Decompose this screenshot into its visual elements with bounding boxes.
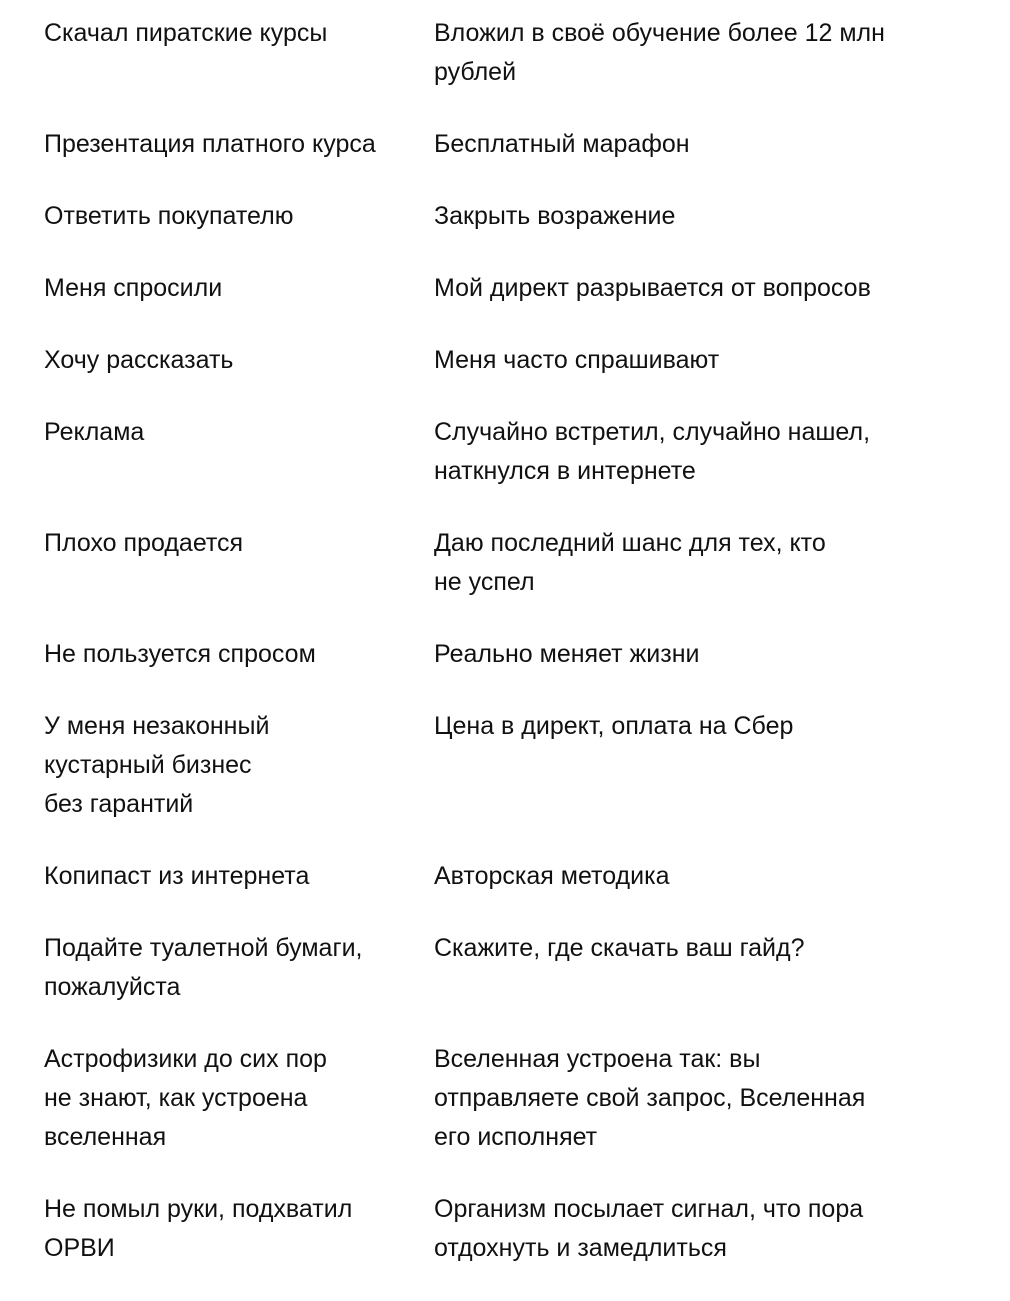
left-phrase: Скачал пиратские курсы: [44, 19, 328, 47]
right-phrase: Цена в директ, оплата на Сбер: [434, 712, 794, 740]
left-phrase: Хочу рассказать: [44, 346, 234, 374]
table-row: [44, 341, 984, 380]
right-phrase: Вложил в своё обучение более 12 млн рублей: [434, 19, 885, 86]
left-phrase: Ответить покупателю: [44, 202, 294, 230]
left-phrase: Не пользуется спросом: [44, 640, 316, 668]
left-phrase: Подайте туалетной бумаги, пожалуйста: [44, 934, 363, 1001]
right-phrase: Авторская методика: [434, 862, 670, 890]
table-row: [44, 197, 984, 236]
right-phrase: Меня часто спрашивают: [434, 346, 720, 374]
table-row: [44, 707, 984, 824]
left-phrase: Астрофизики до сих пор не знают, как устроена вселенная: [44, 1045, 327, 1151]
right-phrase: Мой директ разрывается от вопросов: [434, 274, 871, 302]
right-phrase: Организм посылает сигнал, что пора отдохнуть и замедлиться: [434, 1195, 864, 1262]
table-row: [44, 635, 984, 674]
left-phrase: Реклама: [44, 418, 145, 446]
right-phrase: Скажите, где скачать ваш гайд?: [434, 934, 805, 962]
left-phrase: Плохо продается: [44, 529, 244, 557]
table-row: [44, 413, 984, 491]
left-phrase: У меня незаконный кустарный бизнес без гарантий: [44, 712, 270, 818]
table-row: [44, 857, 984, 896]
left-phrase: Меня спросили: [44, 274, 223, 302]
right-phrase: Закрыть возражение: [434, 202, 676, 230]
table-row: [44, 14, 984, 92]
table-row: [44, 524, 984, 602]
table-row: [44, 929, 984, 1007]
right-phrase: Вселенная устроена так: вы отправляете свой запрос, Вселенная его исполняет: [434, 1045, 866, 1151]
left-phrase: Не помыл руки, подхватил ОРВИ: [44, 1195, 353, 1262]
right-phrase: Бесплатный марафон: [434, 130, 690, 158]
left-phrase: Копипаст из интернета: [44, 862, 310, 890]
table-row: [44, 1190, 984, 1268]
table-row: [44, 125, 984, 164]
comparison-table: [44, 14, 984, 1301]
left-phrase: Презентация платного курса: [44, 130, 376, 158]
right-phrase: Случайно встретил, случайно нашел, наткнулся в интернете: [434, 418, 871, 485]
table-row: [44, 1040, 984, 1157]
table-row: [44, 269, 984, 308]
right-phrase: Реально меняет жизни: [434, 640, 700, 668]
right-phrase: Даю последний шанс для тех, кто не успел: [434, 529, 826, 596]
